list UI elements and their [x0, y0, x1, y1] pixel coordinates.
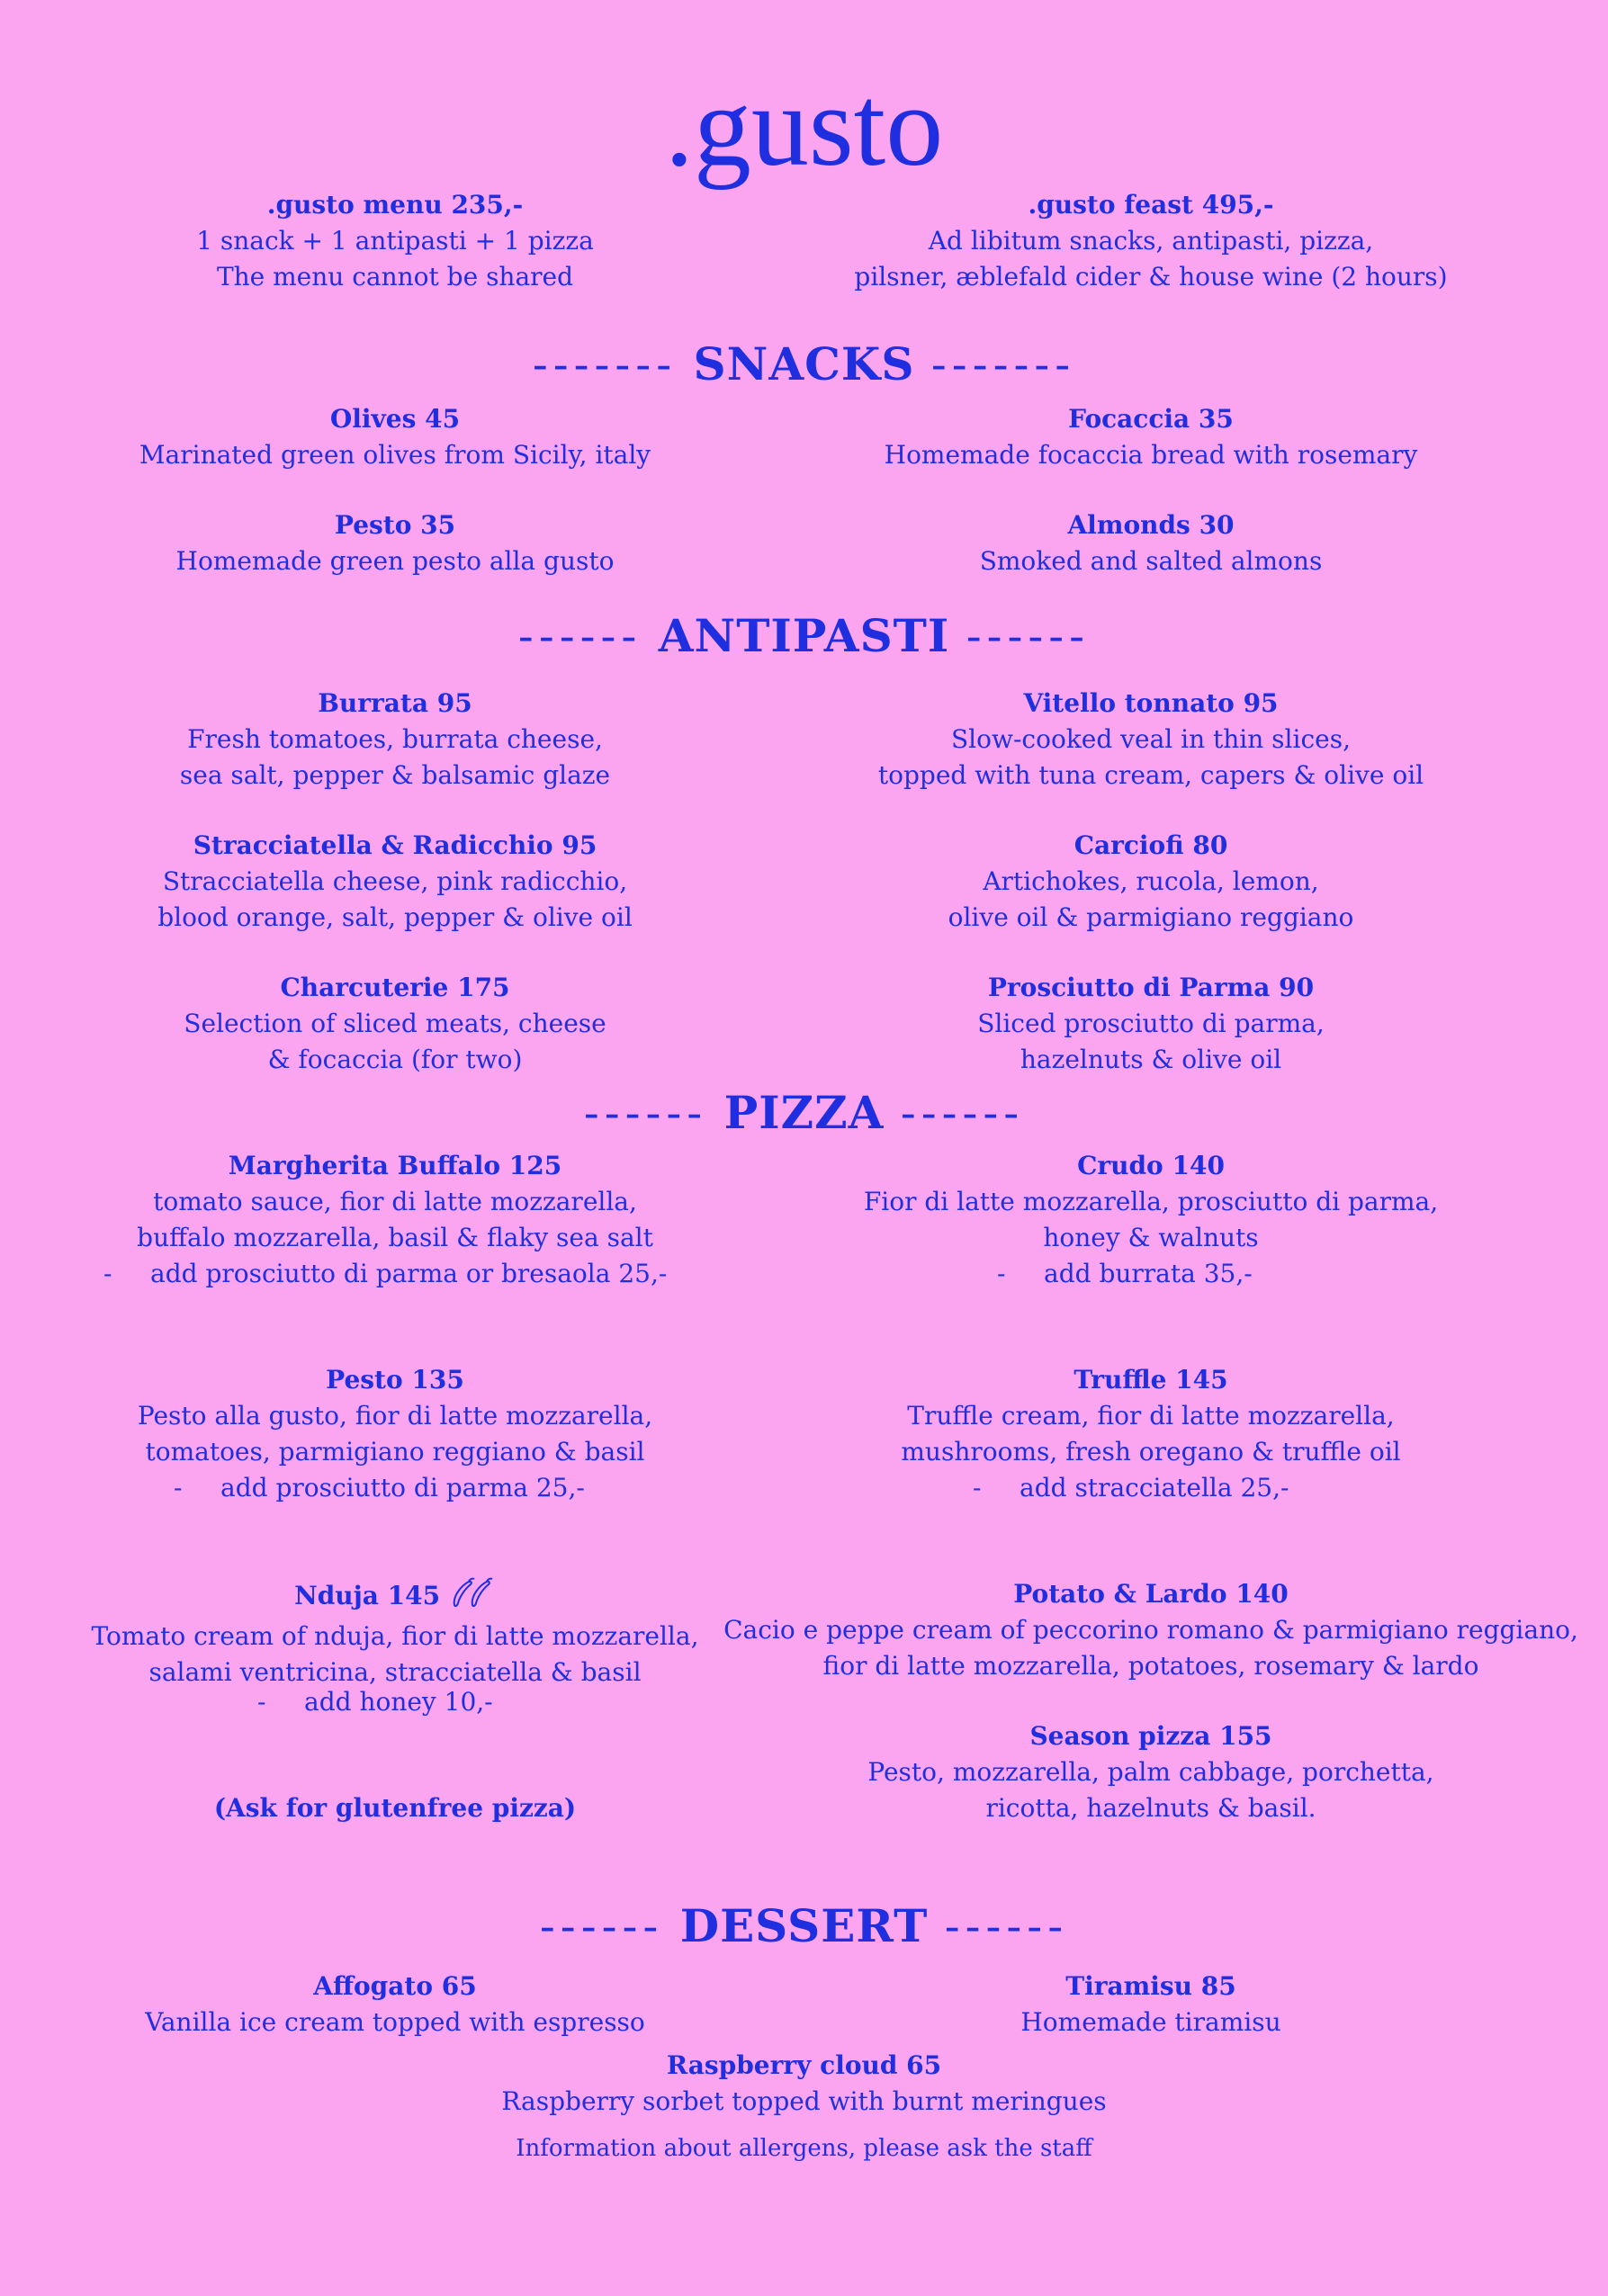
- item-name: Tiramisu 85: [1065, 1971, 1236, 2001]
- item-name: Pesto 35: [334, 510, 456, 540]
- item-description: Sliced prosciutto di parma,: [977, 1009, 1325, 1038]
- heading-dashes: ------: [583, 1087, 708, 1139]
- item-description: buffalo mozzarella, basil & flaky sea salt: [137, 1223, 653, 1252]
- heading-text: SNACKS: [693, 337, 915, 390]
- item-name: Potato & Lardo 140: [1013, 1579, 1289, 1609]
- heading-dashes: ------: [539, 1900, 664, 1952]
- section-heading-dessert: [0, 1898, 1608, 1954]
- heading-text: DESSERT: [679, 1899, 929, 1952]
- menu-item: [0, 970, 790, 1078]
- addon-text: add stracciatella 25,-: [1020, 1473, 1289, 1502]
- item-description: Homemade focaccia bread with rosemary: [884, 440, 1418, 470]
- item-description: & focaccia (for two): [267, 1045, 523, 1074]
- section-heading-antipasti: [0, 608, 1608, 664]
- menu-item: [720, 1576, 1582, 1684]
- item-description: Stracciatella cheese, pink radicchio,: [162, 866, 628, 896]
- offer-menu: [0, 187, 790, 295]
- menu-item: [720, 1362, 1582, 1470]
- heading-text: PIZZA: [723, 1086, 885, 1139]
- item-name: Raspberry cloud 65: [666, 2050, 942, 2080]
- addon-text: add prosciutto di parma or bresaola 25,-: [150, 1259, 668, 1288]
- item-name: Charcuterie 175: [280, 973, 510, 1002]
- item-name: Season pizza 155: [1029, 1721, 1272, 1751]
- item-description: Smoked and salted almons: [979, 546, 1323, 576]
- menu-item: [0, 2048, 1608, 2120]
- restaurant-title: .gusto: [664, 62, 944, 190]
- offer-menu-line: 1 snack + 1 antipasti + 1 pizza: [196, 226, 594, 256]
- item-description: tomato sauce, fior di latte mozzarella,: [153, 1187, 637, 1216]
- chili-icon: [449, 1576, 496, 1619]
- section-heading-snacks: [0, 336, 1608, 392]
- menu-item: [0, 1148, 790, 1256]
- menu-item: [720, 970, 1582, 1078]
- section-heading-pizza: [0, 1085, 1608, 1141]
- item-description: fior di latte mozzarella, potatoes, rosemary & lardo: [822, 1651, 1479, 1681]
- heading-dashes: ------: [966, 610, 1091, 662]
- item-name: Crudo 140: [1077, 1151, 1225, 1180]
- item-name: Nduja 145: [294, 1581, 441, 1610]
- menu-item: [0, 1969, 790, 2040]
- item-name: Almonds 30: [1067, 510, 1235, 540]
- item-name: Focaccia 35: [1068, 404, 1234, 434]
- item-description: olive oil & parmigiano reggiano: [948, 902, 1354, 932]
- menu-item: [720, 401, 1582, 473]
- item-description: Pesto alla gusto, fior di latte mozzarella,: [137, 1401, 653, 1431]
- item-description: Slow-cooked veal in thin slices,: [951, 724, 1351, 754]
- heading-dashes: ------: [900, 1087, 1025, 1139]
- item-description: topped with tuna cream, capers & olive oil: [877, 760, 1424, 790]
- offer-feast: [720, 187, 1582, 295]
- item-name: Affogato 65: [313, 1971, 477, 2001]
- item-name: Pesto 135: [326, 1365, 464, 1395]
- item-description: Truffle cream, fior di latte mozzarella,: [907, 1401, 1395, 1431]
- menu-item: [720, 828, 1582, 936]
- heading-text: ANTIPASTI: [658, 609, 950, 662]
- item-description: hazelnuts & olive oil: [1020, 1045, 1282, 1074]
- menu-item: [0, 1362, 790, 1470]
- menu-item: [720, 1718, 1582, 1826]
- item-name: Prosciutto di Parma 90: [987, 973, 1315, 1002]
- menu-item: [720, 1148, 1582, 1256]
- heading-dashes: ------: [517, 610, 642, 662]
- menu-item: [0, 828, 790, 936]
- menu-item: [720, 686, 1582, 794]
- addon-bullet: -: [257, 1687, 266, 1717]
- item-addon: [174, 1470, 678, 1506]
- heading-dashes: -------: [532, 338, 678, 390]
- offer-feast-name: .gusto feast 495,-: [1028, 190, 1274, 220]
- addon-bullet: -: [973, 1473, 982, 1502]
- item-description: Homemade green pesto alla gusto: [175, 546, 615, 576]
- item-description: Raspberry sorbet topped with burnt meringues: [501, 2086, 1107, 2116]
- item-description: Artichokes, rucola, lemon,: [983, 866, 1319, 896]
- item-description: blood orange, salt, pepper & olive oil: [157, 902, 633, 932]
- item-name: Truffle 145: [1073, 1365, 1228, 1395]
- item-description: Selection of sliced meats, cheese: [184, 1009, 606, 1038]
- addon-text: add burrata 35,-: [1044, 1259, 1253, 1288]
- item-description: Pesto, mozzarella, palm cabbage, porchetta,: [867, 1757, 1434, 1787]
- item-description: salami ventricina, stracciatella & basil: [148, 1657, 642, 1687]
- item-description: honey & walnuts: [1043, 1223, 1259, 1252]
- item-name: Burrata 95: [318, 688, 472, 718]
- item-description: Cacio e peppe cream of peccorino romano & parmigiano reggiano,: [723, 1615, 1578, 1645]
- item-name: Margherita Buffalo 125: [228, 1151, 562, 1180]
- item-description: Tomato cream of nduja, fior di latte mozzarella,: [91, 1621, 699, 1651]
- item-description: Fior di latte mozzarella, prosciutto di parma,: [863, 1187, 1439, 1216]
- item-description: sea salt, pepper & balsamic glaze: [179, 760, 611, 790]
- item-name: Stracciatella & Radicchio 95: [193, 830, 597, 860]
- item-description: mushrooms, fresh oregano & truffle oil: [901, 1437, 1401, 1466]
- item-addon: [103, 1256, 733, 1292]
- offer-feast-line: pilsner, æblefald cider & house wine (2 hours): [854, 262, 1448, 291]
- item-name: Olives 45: [329, 404, 461, 434]
- heading-dashes: -------: [930, 338, 1076, 390]
- addon-text: add honey 10,-: [304, 1687, 493, 1717]
- item-name: Carciofi 80: [1073, 830, 1228, 860]
- item-addon: [973, 1470, 1423, 1506]
- menu-item: [0, 686, 790, 794]
- menu-item: [0, 507, 790, 579]
- addon-bullet: -: [174, 1473, 183, 1502]
- offer-menu-name: .gusto menu 235,-: [266, 190, 524, 220]
- menu-item: [720, 1969, 1582, 2040]
- offer-menu-line: The menu cannot be shared: [216, 262, 574, 291]
- menu-item: [0, 401, 790, 473]
- item-description: Fresh tomatoes, burrata cheese,: [187, 724, 603, 754]
- heading-dashes: ------: [944, 1900, 1069, 1952]
- glutenfree-note: (Ask for glutenfree pizza): [213, 1793, 577, 1823]
- item-addon: [257, 1684, 617, 1720]
- offer-feast-line: Ad libitum snacks, antipasti, pizza,: [928, 226, 1374, 256]
- addon-bullet: -: [103, 1259, 112, 1288]
- menu-item: [720, 507, 1582, 579]
- item-description: Vanilla ice cream topped with espresso: [145, 2007, 645, 2037]
- item-description: ricotta, hazelnuts & basil.: [985, 1793, 1316, 1823]
- allergen-note: Information about allergens, please ask the staff: [516, 2135, 1092, 2162]
- item-name-row: [0, 1576, 790, 1619]
- item-description: tomatoes, parmigiano reggiano & basil: [145, 1437, 645, 1466]
- item-description: Homemade tiramisu: [1020, 2007, 1281, 2037]
- menu-item: [0, 1576, 790, 1691]
- item-name: Vitello tonnato 95: [1023, 688, 1279, 718]
- item-description: Marinated green olives from Sicily, italy: [139, 440, 651, 470]
- addon-text: add prosciutto di parma 25,-: [220, 1473, 585, 1502]
- item-addon: [997, 1256, 1357, 1292]
- addon-bullet: -: [997, 1259, 1006, 1288]
